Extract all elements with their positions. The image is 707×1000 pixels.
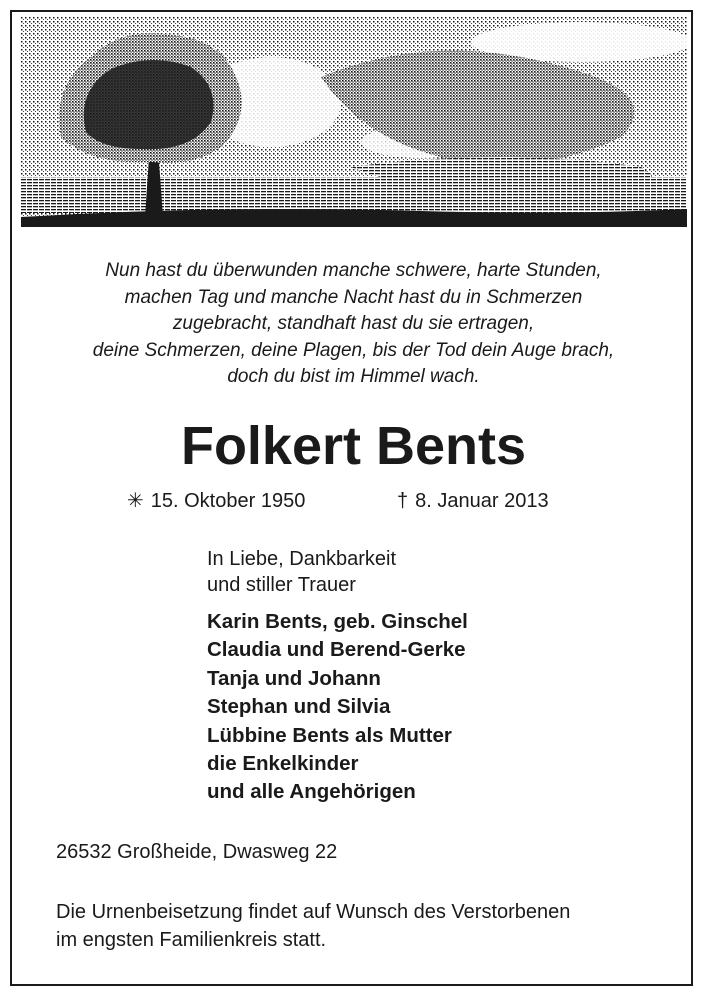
notice-line: im engsten Familienkreis statt.	[56, 928, 327, 951]
mourner-item: Lübbine Bents als Mutter	[207, 723, 452, 747]
address: 26532 Großheide, Dwasweg 22	[56, 841, 338, 863]
death-date-line	[397, 487, 549, 515]
poem-line: doch du bist im Himmel wach.	[227, 366, 480, 387]
mourner-item: Tanja und Johann	[207, 666, 381, 690]
poem-line: deine Schmerzen, deine Plagen, bis der Tod dein Auge brach,	[92, 339, 615, 361]
mourners-list	[207, 608, 468, 807]
mourner-item: Stephan und Silvia	[207, 695, 391, 719]
intro-line: und stiller Trauer	[207, 574, 356, 596]
birth-date-line	[127, 487, 305, 515]
poem-verse	[0, 258, 707, 391]
death-date: 8. Januar 2013	[415, 490, 549, 512]
birth-date: 15. Oktober 1950	[150, 490, 306, 512]
poem-line: machen Tag und manche Nacht hast du in Schmerzen	[124, 286, 583, 308]
tree-landscape-image	[21, 17, 687, 233]
star-birth-icon: ✳	[127, 490, 144, 512]
mourner-item: die Enkelkinder	[207, 752, 359, 776]
mourner-item: und alle Angehörigen	[207, 780, 416, 804]
cross-death-icon: †	[397, 490, 409, 512]
burial-notice	[56, 899, 570, 954]
poem-line: zugebracht, standhaft hast du sie ertragen,	[172, 313, 535, 334]
notice-line: Die Urnenbeisetzung findet auf Wunsch des Verstorbenen	[56, 901, 571, 923]
poem-line: Nun hast du überwunden manche schwere, harte Stunden,	[105, 260, 602, 281]
intro-line: In Liebe, Dankbarkeit	[207, 548, 397, 570]
deceased-name: Folkert Bents	[180, 416, 527, 476]
mourner-item: Claudia und Berend-Gerke	[207, 638, 466, 662]
mourning-intro	[207, 546, 396, 598]
mourner-item: Karin Bents, geb. Ginschel	[207, 610, 468, 633]
